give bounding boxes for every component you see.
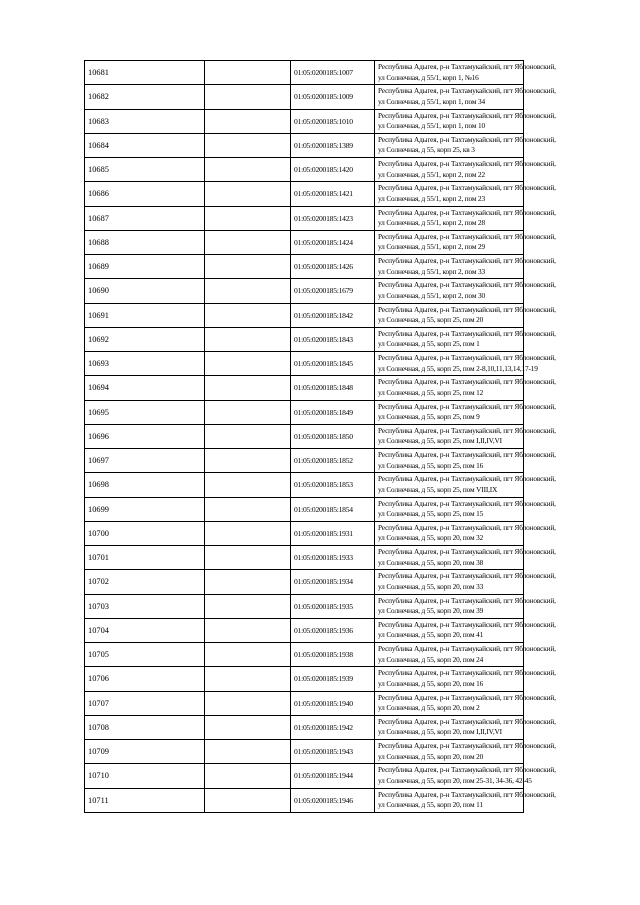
table-row [85, 740, 524, 764]
cadastral-number: 01:05:0200185:1009 [291, 85, 375, 109]
address-line-1: Республика Адыгея, р-н Тахтамукайский, пгт Яблоновский, [378, 328, 556, 338]
address-cell [375, 279, 556, 303]
row-number: 10700 [85, 521, 205, 545]
cadastral-number: 01:05:0200185:1940 [291, 691, 375, 715]
empty-cell [205, 61, 291, 85]
address-line-1: Республика Адыгея, р-н Тахтамукайский, пгт Яблоновский, [378, 692, 556, 702]
address-line-2: ул Солнечная, д 55, корп 20, пом 2 [378, 703, 480, 713]
empty-cell [205, 691, 291, 715]
address-line-2: ул Солнечная, д 55/1, корп 1, №16 [378, 72, 479, 82]
table-row [85, 521, 524, 545]
address-line-1: Республика Адыгея, р-н Тахтамукайский, пгт Яблоновский, [378, 668, 556, 678]
address-line-2: ул Солнечная, д 55, корп 20, пом 32 [378, 533, 484, 543]
address-line-1: Республика Адыгея, р-н Тахтамукайский, пгт Яблоновский, [378, 256, 556, 266]
address-line-2: ул Солнечная, д 55/1, корп 2, пом 22 [378, 169, 486, 179]
cadastral-number: 01:05:0200185:1944 [291, 764, 375, 788]
empty-cell [205, 473, 291, 497]
address-cell [375, 643, 556, 667]
address-cell [375, 764, 556, 788]
row-number: 10694 [85, 376, 205, 400]
empty-cell [205, 667, 291, 691]
table-row [85, 182, 524, 206]
address-cell [375, 182, 556, 206]
table-row [85, 546, 524, 570]
address-line-2: ул Солнечная, д 55/1, корп 2, пом 30 [378, 290, 486, 300]
row-number: 10682 [85, 85, 205, 109]
address-line-2: ул Солнечная, д 55, корп 20, пом 33 [378, 581, 484, 591]
row-number: 10701 [85, 546, 205, 570]
address-line-2: ул Солнечная, д 55, корп 20, пом 20 [378, 751, 484, 761]
address-cell [375, 497, 556, 521]
address-line-2: ул Солнечная, д 55, корп 25, пом I,II,IV,VI [378, 436, 502, 446]
address-line-2: ул Солнечная, д 55/1, корп 2, пом 33 [378, 266, 486, 276]
address-line-1: Республика Адыгея, р-н Тахтамукайский, пгт Яблоновский, [378, 62, 556, 72]
empty-cell [205, 764, 291, 788]
address-line-2: ул Солнечная, д 55, корп 20, пом 41 [378, 630, 484, 640]
address-line-1: Республика Адыгея, р-н Тахтамукайский, пгт Яблоновский, [378, 377, 556, 387]
address-line-2: ул Солнечная, д 55/1, корп 2, пом 28 [378, 218, 486, 228]
empty-cell [205, 133, 291, 157]
cadastral-number: 01:05:0200185:1007 [291, 61, 375, 85]
address-cell [375, 424, 556, 448]
address-cell [375, 206, 556, 230]
cadastral-number: 01:05:0200185:1679 [291, 279, 375, 303]
cadastral-number: 01:05:0200185:1939 [291, 667, 375, 691]
address-line-1: Республика Адыгея, р-н Тахтамукайский, пгт Яблоновский, [378, 86, 556, 96]
empty-cell [205, 497, 291, 521]
table-row [85, 327, 524, 351]
empty-cell [205, 182, 291, 206]
table-row [85, 85, 524, 109]
cadastral-number: 01:05:0200185:1852 [291, 449, 375, 473]
row-number: 10697 [85, 449, 205, 473]
address-line-1: Республика Адыгея, р-н Тахтамукайский, пгт Яблоновский, [378, 498, 556, 508]
table-row [85, 618, 524, 642]
address-line-2: ул Солнечная, д 55, корп 25, пом 15 [378, 509, 484, 519]
empty-cell [205, 594, 291, 618]
row-number: 10698 [85, 473, 205, 497]
empty-cell [205, 158, 291, 182]
empty-cell [205, 206, 291, 230]
table-row [85, 109, 524, 133]
empty-cell [205, 521, 291, 545]
cadastral-number: 01:05:0200185:1935 [291, 594, 375, 618]
empty-cell [205, 230, 291, 254]
cadastral-number: 01:05:0200185:1943 [291, 740, 375, 764]
empty-cell [205, 618, 291, 642]
address-line-2: ул Солнечная, д 55, корп 20, пом 24 [378, 654, 484, 664]
table-row [85, 764, 524, 788]
address-line-2: ул Солнечная, д 55/1, корп 1, пом 34 [378, 96, 486, 106]
table-row [85, 279, 524, 303]
cadastral-number: 01:05:0200185:1938 [291, 643, 375, 667]
empty-cell [205, 570, 291, 594]
address-line-1: Республика Адыгея, р-н Тахтамукайский, пгт Яблоновский, [378, 159, 556, 169]
row-number: 10699 [85, 497, 205, 521]
registry-table [84, 60, 556, 813]
empty-cell [205, 303, 291, 327]
address-cell [375, 376, 556, 400]
table-row [85, 303, 524, 327]
address-cell [375, 740, 556, 764]
address-line-2: ул Солнечная, д 55, корп 25, пом VIII,IX [378, 484, 498, 494]
address-line-1: Республика Адыгея, р-н Тахтамукайский, пгт Яблоновский, [378, 207, 556, 217]
table-row [85, 230, 524, 254]
address-cell [375, 715, 556, 739]
address-line-1: Республика Адыгея, р-н Тахтамукайский, пгт Яблоновский, [378, 450, 556, 460]
row-number: 10691 [85, 303, 205, 327]
cadastral-number: 01:05:0200185:1010 [291, 109, 375, 133]
address-cell [375, 400, 556, 424]
row-number: 10685 [85, 158, 205, 182]
address-line-2: ул Солнечная, д 55, корп 25, пом 20 [378, 315, 484, 325]
empty-cell [205, 327, 291, 351]
table-row [85, 594, 524, 618]
table-row [85, 691, 524, 715]
row-number: 10683 [85, 109, 205, 133]
table-row [85, 400, 524, 424]
address-line-2: ул Солнечная, д 55, корп 20, пом 16 [378, 678, 484, 688]
address-line-2: ул Солнечная, д 55, корп 25, пом 9 [378, 412, 480, 422]
table-row [85, 667, 524, 691]
address-line-1: Республика Адыгея, р-н Тахтамукайский, пгт Яблоновский, [378, 231, 556, 241]
row-number: 10704 [85, 618, 205, 642]
cadastral-number: 01:05:0200185:1848 [291, 376, 375, 400]
address-cell [375, 594, 556, 618]
address-cell [375, 303, 556, 327]
address-line-2: ул Солнечная, д 55/1, корп 1, пом 10 [378, 121, 486, 131]
address-line-2: ул Солнечная, д 55/1, корп 2, пом 29 [378, 242, 486, 252]
table-row [85, 473, 524, 497]
address-line-1: Республика Адыгея, р-н Тахтамукайский, пгт Яблоновский, [378, 741, 556, 751]
table-row [85, 497, 524, 521]
address-cell [375, 109, 556, 133]
table-row [85, 61, 524, 85]
address-line-2: ул Солнечная, д 55, корп 20, пом 39 [378, 606, 484, 616]
empty-cell [205, 109, 291, 133]
cadastral-number: 01:05:0200185:1426 [291, 255, 375, 279]
address-cell [375, 449, 556, 473]
cadastral-number: 01:05:0200185:1934 [291, 570, 375, 594]
row-number: 10708 [85, 715, 205, 739]
row-number: 10707 [85, 691, 205, 715]
address-line-1: Республика Адыгея, р-н Тахтамукайский, пгт Яблоновский, [378, 280, 556, 290]
empty-cell [205, 376, 291, 400]
row-number: 10681 [85, 61, 205, 85]
address-cell [375, 61, 556, 85]
empty-cell [205, 643, 291, 667]
table-row [85, 133, 524, 157]
row-number: 10687 [85, 206, 205, 230]
address-line-1: Республика Адыгея, р-н Тахтамукайский, пгт Яблоновский, [378, 353, 556, 363]
address-line-2: ул Солнечная, д 55, корп 20, пом 25-31, 34-36, 42-45 [378, 775, 532, 785]
row-number: 10710 [85, 764, 205, 788]
table-row [85, 376, 524, 400]
address-line-1: Республика Адыгея, р-н Тахтамукайский, пгт Яблоновский, [378, 110, 556, 120]
address-line-2: ул Солнечная, д 55, корп 25, кв 3 [378, 145, 475, 155]
empty-cell [205, 424, 291, 448]
address-cell [375, 570, 556, 594]
row-number: 10684 [85, 133, 205, 157]
address-line-1: Республика Адыгея, р-н Тахтамукайский, пгт Яблоновский, [378, 134, 556, 144]
address-line-2: ул Солнечная, д 55, корп 25, пом 1 [378, 339, 480, 349]
address-line-2: ул Солнечная, д 55, корп 25, пом 2-8,10,11,13,14,17-19 [378, 363, 538, 373]
empty-cell [205, 740, 291, 764]
cadastral-number: 01:05:0200185:1849 [291, 400, 375, 424]
address-line-1: Республика Адыгея, р-н Тахтамукайский, пгт Яблоновский, [378, 571, 556, 581]
address-line-1: Республика Адыгея, р-н Тахтамукайский, пгт Яблоновский, [378, 425, 556, 435]
cadastral-number: 01:05:0200185:1931 [291, 521, 375, 545]
address-line-2: ул Солнечная, д 55, корп 20, пом 11 [378, 800, 483, 810]
row-number: 10695 [85, 400, 205, 424]
row-number: 10709 [85, 740, 205, 764]
row-number: 10692 [85, 327, 205, 351]
row-number: 10696 [85, 424, 205, 448]
address-line-2: ул Солнечная, д 55, корп 25, пом 16 [378, 460, 484, 470]
address-line-1: Республика Адыгея, р-н Тахтамукайский, пгт Яблоновский, [378, 789, 556, 799]
address-line-1: Республика Адыгея, р-н Тахтамукайский, пгт Яблоновский, [378, 765, 556, 775]
table-row [85, 206, 524, 230]
cadastral-number: 01:05:0200185:1853 [291, 473, 375, 497]
cadastral-number: 01:05:0200185:1389 [291, 133, 375, 157]
address-line-1: Республика Адыгея, р-н Тахтамукайский, пгт Яблоновский, [378, 644, 556, 654]
empty-cell [205, 255, 291, 279]
address-cell [375, 691, 556, 715]
address-cell [375, 473, 556, 497]
empty-cell [205, 400, 291, 424]
address-cell [375, 521, 556, 545]
address-cell [375, 352, 556, 376]
table-row [85, 788, 524, 812]
cadastral-number: 01:05:0200185:1842 [291, 303, 375, 327]
cadastral-number: 01:05:0200185:1843 [291, 327, 375, 351]
address-cell [375, 546, 556, 570]
address-line-2: ул Солнечная, д 55, корп 20, пом I,II,IV,VI [378, 727, 502, 737]
empty-cell [205, 449, 291, 473]
address-cell [375, 667, 556, 691]
empty-cell [205, 546, 291, 570]
cadastral-number: 01:05:0200185:1933 [291, 546, 375, 570]
address-line-1: Республика Адыгея, р-н Тахтамукайский, пгт Яблоновский, [378, 522, 556, 532]
row-number: 10711 [85, 788, 205, 812]
address-line-1: Республика Адыгея, р-н Тахтамукайский, пгт Яблоновский, [378, 183, 556, 193]
table-row [85, 352, 524, 376]
table-row [85, 255, 524, 279]
cadastral-number: 01:05:0200185:1850 [291, 424, 375, 448]
row-number: 10703 [85, 594, 205, 618]
empty-cell [205, 85, 291, 109]
row-number: 10706 [85, 667, 205, 691]
address-line-1: Республика Адыгея, р-н Тахтамукайский, пгт Яблоновский, [378, 304, 556, 314]
table-row [85, 424, 524, 448]
address-cell [375, 133, 556, 157]
row-number: 10690 [85, 279, 205, 303]
table-row [85, 570, 524, 594]
row-number: 10705 [85, 643, 205, 667]
address-line-1: Республика Адыгея, р-н Тахтамукайский, пгт Яблоновский, [378, 595, 556, 605]
address-line-2: ул Солнечная, д 55/1, корп 2, пом 23 [378, 193, 486, 203]
address-cell [375, 327, 556, 351]
row-number: 10688 [85, 230, 205, 254]
address-line-1: Республика Адыгея, р-н Тахтамукайский, пгт Яблоновский, [378, 716, 556, 726]
cadastral-number: 01:05:0200185:1936 [291, 618, 375, 642]
table-row [85, 715, 524, 739]
registry-table-body [85, 61, 556, 813]
address-line-2: ул Солнечная, д 55, корп 25, пом 12 [378, 387, 484, 397]
empty-cell [205, 279, 291, 303]
table-row [85, 643, 524, 667]
table-row [85, 158, 524, 182]
row-number: 10702 [85, 570, 205, 594]
address-line-2: ул Солнечная, д 55, корп 20, пом 38 [378, 557, 484, 567]
cadastral-number: 01:05:0200185:1421 [291, 182, 375, 206]
cadastral-number: 01:05:0200185:1420 [291, 158, 375, 182]
address-line-1: Республика Адыгея, р-н Тахтамукайский, пгт Яблоновский, [378, 547, 556, 557]
address-cell [375, 618, 556, 642]
address-cell [375, 85, 556, 109]
address-cell [375, 158, 556, 182]
address-line-1: Республика Адыгея, р-н Тахтамукайский, пгт Яблоновский, [378, 619, 556, 629]
cadastral-number: 01:05:0200185:1423 [291, 206, 375, 230]
cadastral-number: 01:05:0200185:1854 [291, 497, 375, 521]
row-number: 10686 [85, 182, 205, 206]
empty-cell [205, 352, 291, 376]
row-number: 10689 [85, 255, 205, 279]
empty-cell [205, 788, 291, 812]
address-cell [375, 788, 556, 812]
row-number: 10693 [85, 352, 205, 376]
address-line-1: Республика Адыгея, р-н Тахтамукайский, пгт Яблоновский, [378, 401, 556, 411]
address-cell [375, 230, 556, 254]
cadastral-number: 01:05:0200185:1845 [291, 352, 375, 376]
cadastral-number: 01:05:0200185:1424 [291, 230, 375, 254]
cadastral-number: 01:05:0200185:1942 [291, 715, 375, 739]
table-row [85, 449, 524, 473]
empty-cell [205, 715, 291, 739]
cadastral-number: 01:05:0200185:1946 [291, 788, 375, 812]
address-cell [375, 255, 556, 279]
address-line-1: Республика Адыгея, р-н Тахтамукайский, пгт Яблоновский, [378, 474, 556, 484]
